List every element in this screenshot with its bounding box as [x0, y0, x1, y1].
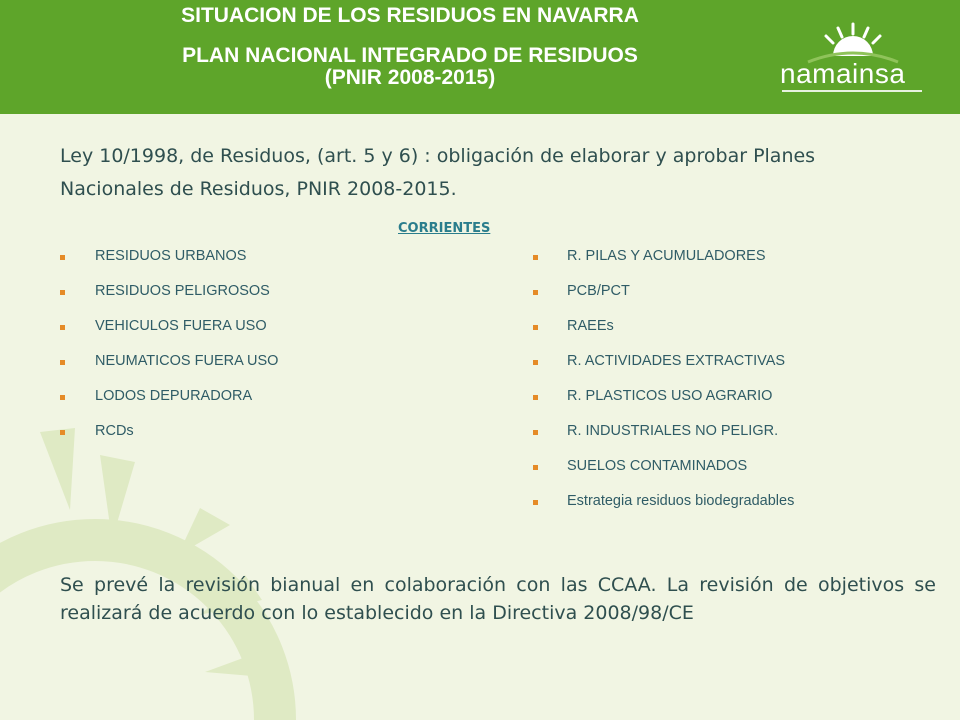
- logo-text: namainsa: [780, 58, 906, 89]
- list-item-label: RESIDUOS URBANOS: [95, 248, 247, 264]
- bullet-icon: [533, 290, 538, 295]
- list-item-label: LODOS DEPURADORA: [95, 388, 253, 404]
- list-item-label: RCDs: [95, 423, 134, 439]
- bullet-icon: [60, 430, 65, 435]
- footer-paragraph: Se prevé la revisión bianual en colaboración con las CCAA. La revisión de objetivos se realizará de acuerdo con lo establecido en la Directiva 2008/98/CE: [60, 574, 936, 624]
- bullet-icon: [533, 360, 538, 365]
- bullet-icon: [533, 255, 538, 260]
- bullet-icon: [60, 395, 65, 400]
- page-title-line2: PLAN NACIONAL INTEGRADO DE RESIDUOS: [182, 44, 638, 67]
- section-title-corrientes: CORRIENTES: [398, 221, 491, 236]
- list-item-label: Estrategia residuos biodegradables: [567, 493, 795, 509]
- page-title-line1: SITUACION DE LOS RESIDUOS EN NAVARRA: [181, 4, 639, 27]
- bullet-icon: [60, 290, 65, 295]
- bullet-icon: [60, 325, 65, 330]
- list-item-label: R. ACTIVIDADES EXTRACTIVAS: [567, 353, 786, 369]
- list-item-label: RESIDUOS PELIGROSOS: [95, 283, 270, 299]
- list-item-label: R. INDUSTRIALES NO PELIGR.: [567, 423, 779, 439]
- logo-underline: [782, 90, 922, 92]
- list-item-label: RAEEs: [567, 318, 614, 334]
- intro-paragraph: Ley 10/1998, de Residuos, (art. 5 y 6) : obligación de elaborar y aprobar Planes Nacionales de Residuos, PNIR 2008-2015.: [60, 145, 816, 200]
- bullet-icon: [533, 500, 538, 505]
- bullet-icon: [533, 430, 538, 435]
- list-item-label: R. PLASTICOS USO AGRARIO: [567, 388, 773, 404]
- bullet-icon: [60, 255, 65, 260]
- list-item-label: SUELOS CONTAMINADOS: [567, 458, 748, 474]
- bullet-icon: [533, 395, 538, 400]
- list-item-label: NEUMATICOS FUERA USO: [95, 353, 279, 369]
- bullet-icon: [60, 360, 65, 365]
- list-item-label: PCB/PCT: [567, 283, 630, 299]
- list-item-label: R. PILAS Y ACUMULADORES: [567, 248, 766, 264]
- bullet-icon: [533, 465, 538, 470]
- page-title-line3: (PNIR 2008-2015): [324, 66, 496, 89]
- list-item-label: VEHICULOS FUERA USO: [95, 318, 267, 334]
- bullet-icon: [533, 325, 538, 330]
